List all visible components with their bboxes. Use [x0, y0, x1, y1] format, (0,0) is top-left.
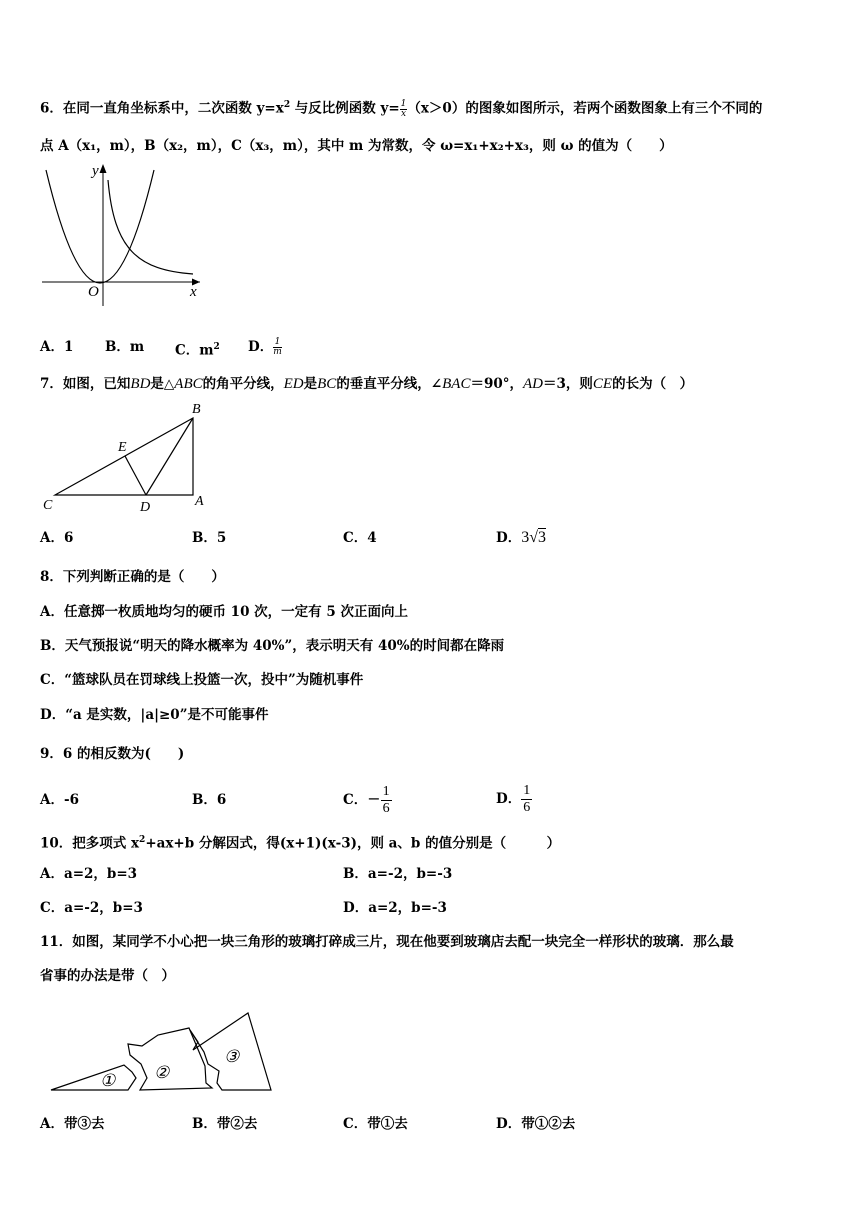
- q9-option-d: D． $\frac{1}{6}$: [496, 783, 531, 815]
- q11-stem-line2: 省事的办法是带（ ）: [40, 968, 175, 984]
- q9-option-a: A．-6: [40, 792, 79, 808]
- q6-inverse-fraction: $\frac{1}{x}$: [400, 98, 407, 119]
- q7-label-e: E: [118, 440, 127, 455]
- q7-option-c: C．4: [343, 530, 377, 546]
- q6-option-d: D． $\frac{1}{m}$: [248, 337, 282, 357]
- q6-y-axis-label: y: [92, 163, 99, 179]
- q8-option-a: A．任意掷一枚质地均匀的硬币 10 次，一定有 5 次正面向上: [40, 604, 408, 620]
- q11-option-c: C．带①去: [343, 1116, 408, 1132]
- q7-stem: 7．如图，已知BD是△ABC的角平分线，ED是BC的垂直平分线，∠BAC＝90°，AD＝3，则CE的长为（ ）: [40, 376, 694, 392]
- q7-option-b: B．5: [192, 530, 227, 546]
- q7-label-c: C: [43, 498, 53, 513]
- q8-option-d: D．“a 是实数，|a|≥0”是不可能事件: [40, 707, 269, 723]
- q10-option-b: B．a=-2，b=-3: [343, 866, 453, 882]
- q9-option-c: C．− $\frac{1}{6}$: [343, 784, 390, 816]
- q6-function-graph: [38, 160, 218, 310]
- q10-option-c: C．a=-2，b=3: [40, 900, 143, 916]
- q9-stem: 9．6 的相反数为( ): [40, 746, 185, 762]
- q11-piece-3-label: ③: [224, 1047, 240, 1066]
- q6-stem-line1: 6．在同一直角坐标系中，二次函数 $y=x^2$ 与反比例函数 y= $\frac{1}{x}$ （x＞0）的图象如图所示，若两个函数图象上有三个不同的: [40, 98, 763, 119]
- q6-option-a: A．1: [40, 339, 74, 355]
- q9-option-b: B．6: [192, 792, 227, 808]
- q6-origin-label: O: [88, 284, 99, 300]
- q8-option-c: C．“篮球队员在罚球线上投篮一次，投中”为随机事件: [40, 672, 364, 688]
- q7-label-a: A: [195, 494, 204, 509]
- q7-triangle-figure: [38, 398, 228, 518]
- q6-option-b: B．m: [105, 339, 145, 355]
- q6-option-c: C．$m^2$: [175, 342, 220, 359]
- q10-option-a: A．a=2，b=3: [40, 866, 138, 882]
- q11-glass-pieces-figure: [48, 1008, 288, 1098]
- q8-option-b: B．天气预报说“明天的降水概率为 40%”，表示明天有 40%的时间都在降雨: [40, 638, 505, 654]
- q6-option-d-fraction: $\frac{1}{m}$: [273, 337, 282, 357]
- q11-piece-2-label: ②: [154, 1063, 170, 1082]
- q11-option-b: B．带②去: [192, 1116, 258, 1132]
- q8-stem: 8．下列判断正确的是（ ）: [40, 569, 225, 585]
- q11-option-d: D．带①②去: [496, 1116, 576, 1132]
- q6-x-axis-label: x: [190, 284, 197, 300]
- q7-label-b: B: [192, 402, 201, 417]
- q7-label-d: D: [140, 500, 151, 515]
- q11-option-a: A．带③去: [40, 1116, 105, 1132]
- q11-stem-line1: 11．如图，某同学不小心把一块三角形的玻璃打碎成三片，现在他要到玻璃店去配一块完全一样形状的玻璃．那么最: [40, 934, 734, 950]
- q11-piece-1-label: ①: [100, 1071, 116, 1090]
- q10-option-d: D．a=2，b=-3: [343, 900, 447, 916]
- q7-option-d: D．3√3: [496, 529, 546, 546]
- q10-stem: 10．把多项式 $x^2+ax+b$ 分解因式，得(x+1)(x-3)，则 a、b 的值分别是（ ）: [40, 835, 561, 852]
- q7-option-a: A．6: [40, 530, 74, 546]
- q6-stem-line2: 点 A（x₁，m），B（x₂，m），C（x₃，m），其中 m 为常数，令 ω=x₁+x₂+x₃，则 ω 的值为（ ）: [40, 138, 673, 154]
